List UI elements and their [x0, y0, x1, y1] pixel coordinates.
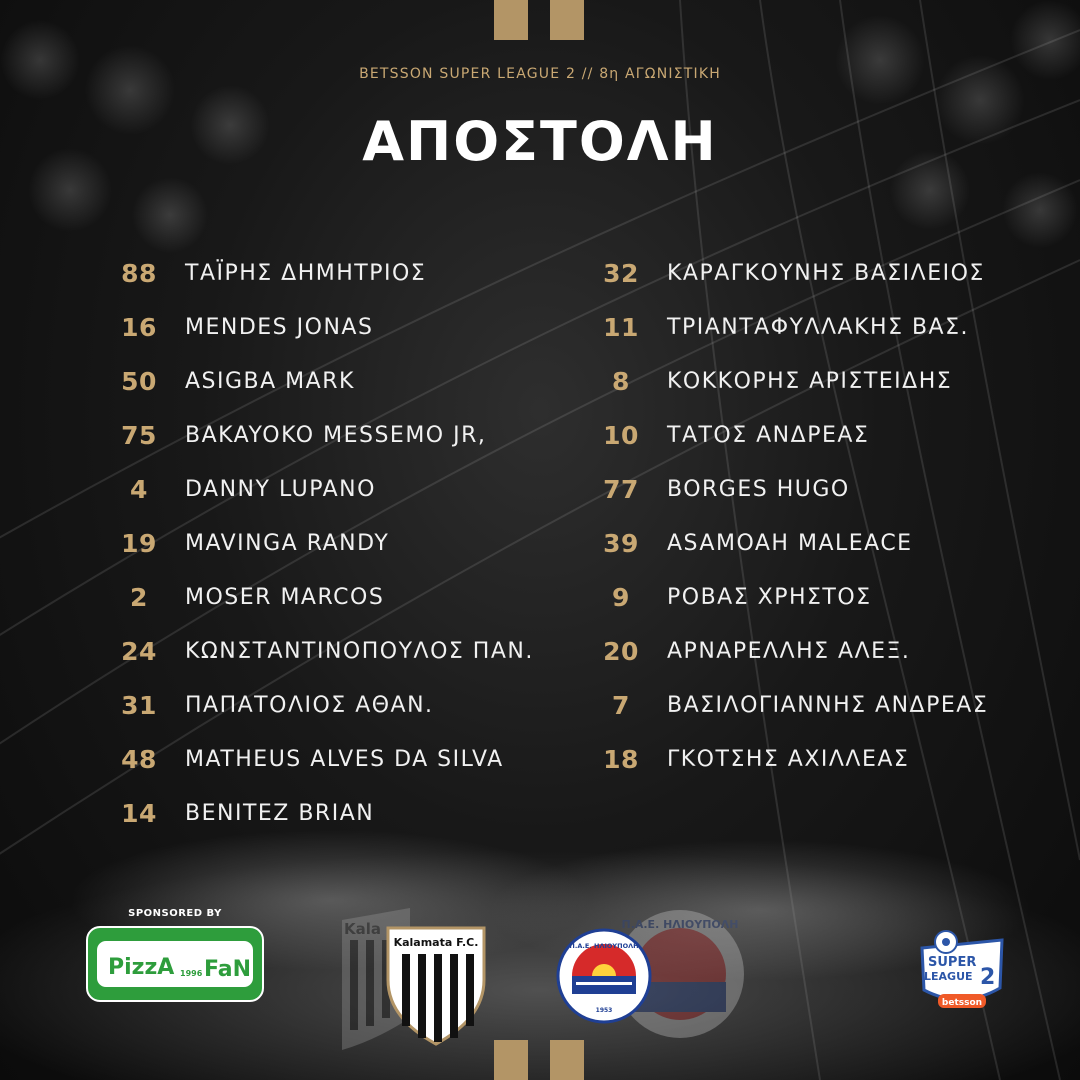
player-number: 18 [603, 744, 639, 774]
player-number: 20 [603, 636, 639, 666]
sponsor-logo [86, 926, 264, 1002]
player-number: 16 [121, 312, 157, 342]
player-name: MOSER MARCOS [185, 584, 385, 610]
player-number: 48 [121, 744, 157, 774]
home-team-name: Kalamata F.C. [393, 936, 479, 949]
player-name: MATHEUS ALVES DA SILVA [185, 746, 504, 772]
player-row [108, 354, 568, 408]
player-number: 50 [121, 366, 157, 396]
away-team-crest [554, 902, 750, 1046]
league-logo [912, 926, 1012, 1016]
league-name-line1: SUPER [928, 955, 977, 970]
player-name: ΠΑΠΑΤΟΛΙΟΣ ΑΘΑΝ. [185, 692, 434, 718]
player-number: 2 [130, 582, 148, 612]
player-name: ASIGBA MARK [185, 368, 355, 394]
away-team-founded: 1953 [595, 1007, 613, 1014]
player-number: 75 [121, 420, 157, 450]
player-name: ΡΟΒΑΣ ΧΡΗΣΤΟΣ [667, 584, 872, 610]
player-row [108, 624, 568, 678]
player-row [590, 462, 1050, 516]
player-row [590, 300, 1050, 354]
player-number: 9 [612, 582, 630, 612]
player-row [108, 246, 568, 300]
player-number: 32 [603, 258, 639, 288]
player-row [590, 246, 1050, 300]
sponsor-year: 1996 [180, 969, 203, 978]
player-name: ΤΑΪΡΗΣ ΔΗΜΗΤΡΙΟΣ [185, 260, 427, 286]
home-team-crest [336, 900, 496, 1056]
sponsor-name-part2: FaN [204, 957, 251, 982]
player-name: BORGES HUGO [667, 476, 850, 502]
bottom-accent-bar-left [494, 1040, 528, 1080]
player-row [108, 570, 568, 624]
player-name: DANNY LUPANO [185, 476, 376, 502]
player-number: 31 [121, 690, 157, 720]
player-number: 19 [121, 528, 157, 558]
player-name: MAVINGA RANDY [185, 530, 390, 556]
player-row [108, 408, 568, 462]
player-row [590, 732, 1050, 786]
player-name: MENDES JONAS [185, 314, 374, 340]
player-number: 39 [603, 528, 639, 558]
player-number: 77 [603, 474, 639, 504]
player-name: ΚΟΚΚΟΡΗΣ ΑΡΙΣΤΕΙΔΗΣ [667, 368, 953, 394]
player-number: 11 [603, 312, 639, 342]
player-name: ΒΑΣΙΛΟΓΙΑΝΝΗΣ ΑΝΔΡΕΑΣ [667, 692, 989, 718]
player-number: 24 [121, 636, 157, 666]
player-name: ΚΑΡΑΓΚΟΥΝΗΣ ΒΑΣΙΛΕΙΟΣ [667, 260, 985, 286]
player-name: BAKAYOKO MESSEMO JR, [185, 422, 487, 448]
roster-right-column [590, 246, 1050, 786]
player-row [590, 408, 1050, 462]
player-number: 8 [612, 366, 630, 396]
player-row [108, 786, 568, 840]
player-row [590, 516, 1050, 570]
sponsored-by-label: SPONSORED BY [128, 908, 222, 919]
player-number: 7 [612, 690, 630, 720]
league-number: 2 [980, 965, 996, 990]
player-name: BENITEZ BRIAN [185, 800, 375, 826]
top-accent-bar-right [550, 0, 584, 40]
player-name: ΚΩΝΣΤΑΝΤΙΝΟΠΟΥΛΟΣ ΠΑΝ. [185, 638, 534, 664]
player-name: ΤΡΙΑΝΤΑΦΥΛΛΑΚΗΣ ΒΑΣ. [667, 314, 969, 340]
player-row [108, 678, 568, 732]
sponsor-name-part1: PizzA [108, 955, 175, 980]
away-team-ghost-text: Π.Α.Ε. ΗΛΙΟΥΠΟΛΗ [621, 918, 739, 931]
bottom-accent-bar-right [550, 1040, 584, 1080]
player-row [108, 732, 568, 786]
home-team-ghost-text: Kala [344, 920, 382, 938]
player-name: ΓΚΟΤΣΗΣ ΑΧΙΛΛΕΑΣ [667, 746, 910, 772]
player-row [108, 300, 568, 354]
player-number: 14 [121, 798, 157, 828]
page-title: ΑΠΟΣΤΟΛΗ [362, 110, 718, 173]
away-team-name: Π.Α.Ε. ΗΛΙΟΥΠΟΛΗ [569, 942, 639, 950]
player-row [590, 624, 1050, 678]
player-row [108, 462, 568, 516]
player-row [108, 516, 568, 570]
player-number: 88 [121, 258, 157, 288]
player-name: ΑΡΝΑΡΕΛΛΗΣ ΑΛΕΞ. [667, 638, 911, 664]
player-number: 4 [130, 474, 148, 504]
league-sponsor: betsson [941, 998, 983, 1008]
player-name: ΤΑΤΟΣ ΑΝΔΡΕΑΣ [667, 422, 870, 448]
league-name-line2: LEAGUE [924, 970, 973, 983]
player-row [590, 354, 1050, 408]
player-row [590, 570, 1050, 624]
player-row [590, 678, 1050, 732]
matchday-subtitle: BETSSON SUPER LEAGUE 2 // 8η ΑΓΩΝΙΣΤΙΚΗ [359, 66, 721, 82]
player-name: ASAMOAH MALEACE [667, 530, 913, 556]
roster-left-column [108, 246, 568, 840]
player-number: 10 [603, 420, 639, 450]
top-accent-bar-left [494, 0, 528, 40]
